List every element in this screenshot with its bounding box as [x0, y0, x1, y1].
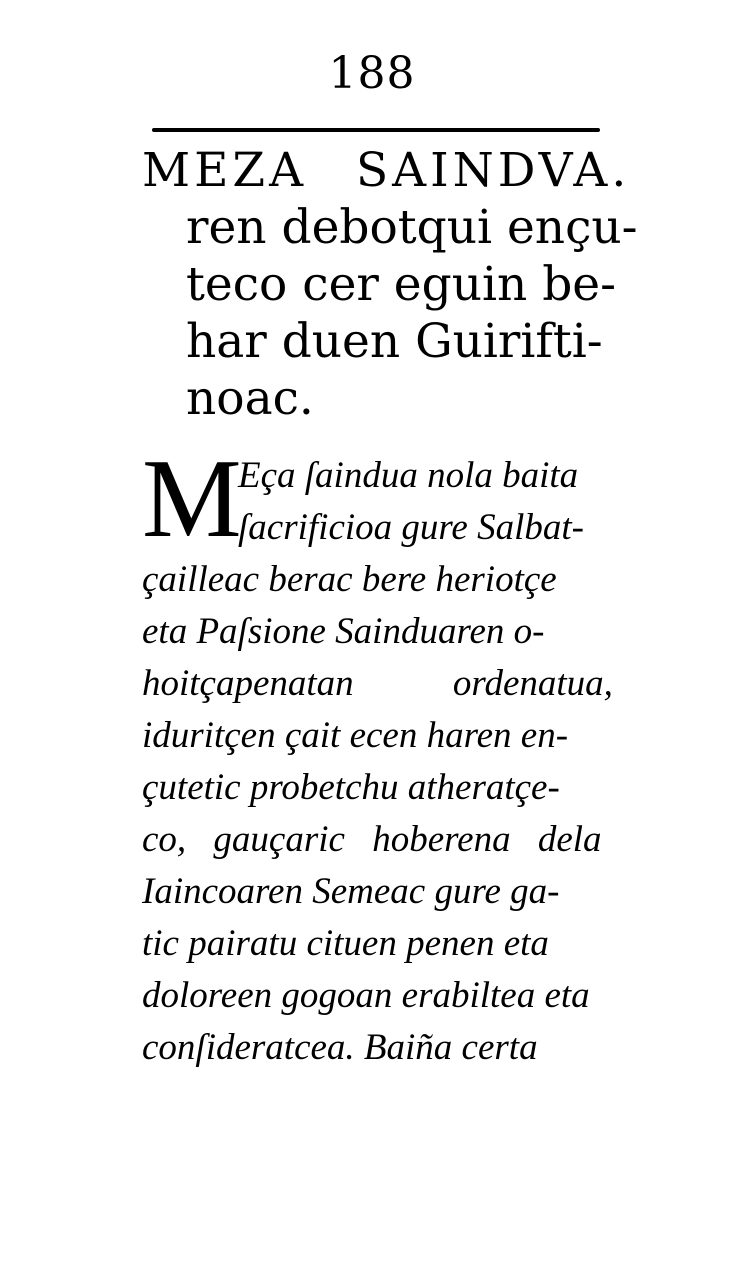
- body-line: hoitçapenatan ordenatua,: [142, 663, 613, 704]
- heading-line: noac.: [186, 371, 314, 426]
- dropcap-row: [142, 437, 628, 561]
- heading-line: teco cer eguin be-: [186, 257, 616, 312]
- body-line: tic pairatu cituen penen eta: [142, 923, 549, 964]
- heading-line: har duen Guirifti-: [186, 314, 603, 369]
- header-rule: [152, 128, 600, 132]
- body-line: çutetic probetchu atheratçe-: [142, 767, 560, 808]
- body-line: Iaincoaren Semeac gure ga-: [142, 871, 560, 912]
- body-line: eta Paſsione Sainduaren o-: [142, 611, 545, 652]
- body-line: doloreen gogoan erabiltea eta: [142, 975, 590, 1016]
- body-line: Eça ſaindua nola baita: [238, 455, 579, 496]
- heading-line: ren debotqui ençu-: [186, 200, 638, 255]
- dropcap-lines: [238, 450, 584, 554]
- body-line: co, gauçaric hoberena dela: [142, 819, 602, 860]
- body-line: conſideratcea. Baiña certa: [142, 1027, 538, 1068]
- page-number: 188: [328, 48, 416, 99]
- heading-line: MEZA SAINDVA.: [142, 143, 631, 198]
- chapter-heading: [142, 142, 638, 427]
- body-line: çailleac berac bere heriotçe: [142, 559, 557, 600]
- body-line: iduritçen çait ecen haren en-: [142, 715, 569, 756]
- drop-cap: M: [142, 437, 242, 561]
- body-line: ſacrificioa gure Salbat-: [238, 507, 584, 548]
- body-paragraph: [142, 437, 628, 1074]
